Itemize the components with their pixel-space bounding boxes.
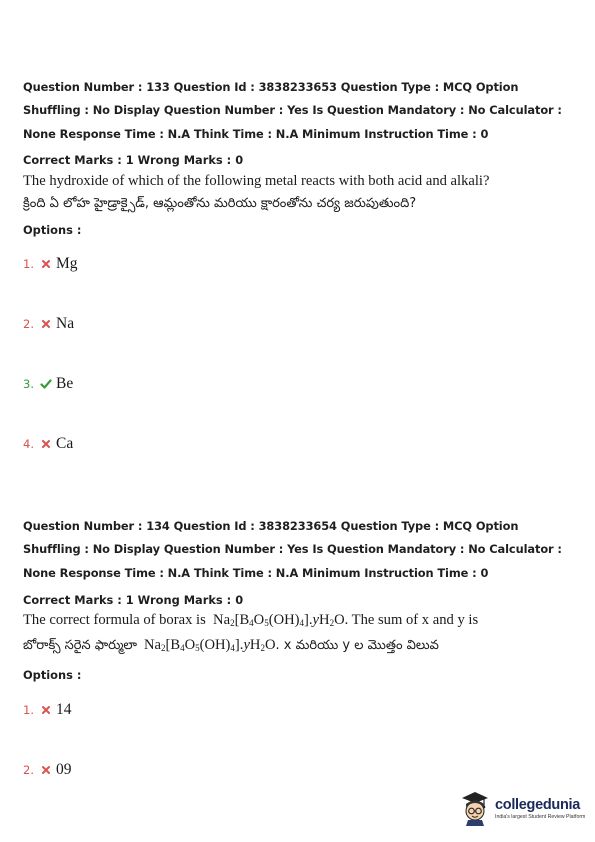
telugu-tail-text: . x మరియు y ల మొత్తం విలువ bbox=[275, 638, 439, 653]
option-number: 2. bbox=[23, 317, 34, 331]
option-number: 1. bbox=[23, 703, 34, 717]
telugu-lead-text: బోరాక్స్ సరైన ఫార్ములా bbox=[23, 638, 138, 653]
option-number: 1. bbox=[23, 257, 34, 271]
english-lead-text: The correct formula of borax is bbox=[23, 612, 206, 628]
wrong-cross-icon bbox=[40, 704, 52, 716]
option-text: Be bbox=[56, 375, 74, 392]
collegedunia-logo bbox=[459, 788, 587, 828]
question-134-text-telugu bbox=[23, 637, 583, 656]
question-133-option-1 bbox=[23, 254, 78, 274]
question-133-option-2 bbox=[23, 314, 74, 334]
option-text: Mg bbox=[56, 255, 78, 272]
option-text: 14 bbox=[56, 701, 72, 718]
english-tail-text: . The sum of x and y is bbox=[344, 612, 479, 628]
question-134-marks: Correct Marks : 1 Wrong Marks : 0 bbox=[23, 593, 244, 607]
borax-formula: $Na_2[B_4O_5(OH)_4].yH_2O$ bbox=[209, 612, 345, 628]
wrong-cross-icon bbox=[40, 438, 52, 450]
wrong-cross-icon bbox=[40, 764, 52, 776]
option-number: 3. bbox=[23, 377, 34, 391]
option-text: 09 bbox=[56, 761, 72, 778]
student-mascot-icon bbox=[459, 790, 491, 826]
option-number: 4. bbox=[23, 437, 34, 451]
question-134-option-1 bbox=[23, 700, 72, 720]
question-133-meta: Question Number : 133 Question Id : 3838233653 Question Type : MCQ Option Shuffling : No Display Question Number : Yes Is Question Mandatory : No Calculator : None Response Time : N.A Think Time : N.A Minimum Instruction Time : 0 bbox=[23, 80, 562, 141]
question-134-options-label: Options : bbox=[23, 668, 82, 682]
wrong-cross-icon bbox=[40, 318, 52, 330]
question-134-text-english bbox=[23, 612, 583, 629]
question-133-text-telugu: క్రింది ఏ లోహ హైడ్రాక్సైడ్, ఆమ్లంతోను మరియు క్షారంతోను చర్య జరుపుతుంది? bbox=[23, 196, 417, 211]
logo-name: collegedunia bbox=[495, 796, 581, 813]
correct-check-icon bbox=[40, 378, 52, 390]
question-134-option-2 bbox=[23, 760, 72, 780]
question-133-option-3 bbox=[23, 374, 73, 394]
question-134-meta: Question Number : 134 Question Id : 3838233654 Question Type : MCQ Option Shuffling : No Display Question Number : Yes Is Question Mandatory : No Calculator : None Response Time : N.A Think Time : N.A Minimum Instruction Time : 0 bbox=[23, 519, 562, 580]
logo-tagline: India's largest Student Review Platform bbox=[495, 813, 586, 820]
question-133-options-label: Options : bbox=[23, 223, 82, 237]
option-text: Ca bbox=[56, 435, 74, 452]
question-133-option-4 bbox=[23, 434, 73, 454]
borax-formula: $Na_2[B_4O_5(OH)_4].yH_2O$ bbox=[140, 637, 276, 653]
option-text: Na bbox=[56, 315, 75, 332]
option-number: 2. bbox=[23, 763, 34, 777]
question-133-text-english: The hydroxide of which of the following metal reacts with both acid and alkali? bbox=[23, 173, 490, 189]
question-133-marks: Correct Marks : 1 Wrong Marks : 0 bbox=[23, 153, 244, 167]
wrong-cross-icon bbox=[40, 258, 52, 270]
